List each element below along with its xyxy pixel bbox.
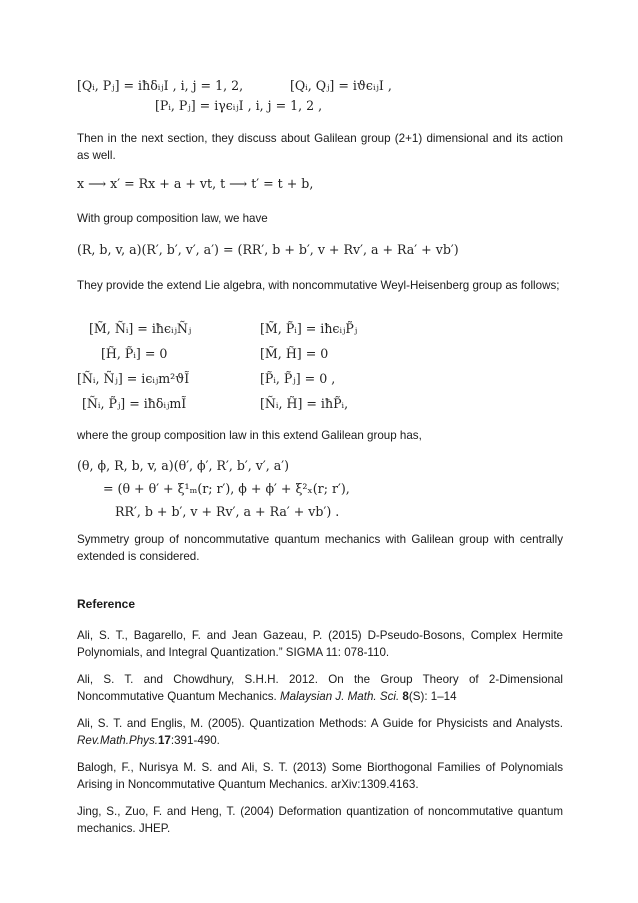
reference-text: Ali, S. T. and Chowdhury, S.H.H. 2012. On the Group Theory of 2-Dimensional Noncommutative Quantum Mechanics. xyxy=(77,673,563,703)
reference-journal: Rev.Math.Phys. xyxy=(77,734,158,747)
reference-item: Jing, S., Zuo, F. and Heng, T. (2004) Deformation quantization of noncommutative quantum mechanics. JHEP. xyxy=(77,805,563,835)
equation-line: [H̃, P̃ᵢ] = 0 xyxy=(101,346,168,361)
equation-lie-algebra xyxy=(77,321,377,417)
reference-heading: Reference xyxy=(77,597,136,611)
equation-line: = (θ + θ′ + ξ¹ₘ(r; r′), ϕ + ϕ′ + ξ²ₓ(r; r′), xyxy=(103,481,350,496)
equation-commutators xyxy=(77,78,407,116)
reference-volume: 17 xyxy=(157,734,171,747)
paragraph-lie-algebra: They provide the extend Lie algebra, with noncommutative Weyl-Heisenberg group as follows; xyxy=(77,279,560,292)
reference-journal: Malaysian J. Math. Sci. xyxy=(279,690,400,703)
reference-item xyxy=(77,715,563,749)
paragraph-symmetry-group: Symmetry group of noncommutative quantum mechanics with Galilean group with centrally extended is considered. xyxy=(77,533,563,563)
equation-line: [Qᵢ, Qⱼ] = iϑϵᵢⱼI , xyxy=(290,78,392,93)
equation-composition: (R, b, v, a)(R′, b′, v′, a′) = (RR′, b + b′, v + Rv′, a + Ra′ + vb′) xyxy=(77,242,459,257)
reference-volume: 8 xyxy=(399,690,409,703)
equation-galilean-action: x ⟶ x′ = Rx + a + vt, t ⟶ t′ = t + b, xyxy=(77,176,314,191)
reference-pages: :391-490. xyxy=(170,734,220,747)
equation-line: RR′, b + b′, v + Rv′, a + Ra′ + vb′) . xyxy=(115,504,340,519)
equation-line: [M̃, P̃ᵢ] = iħϵᵢⱼP̃ⱼ xyxy=(260,321,358,336)
reference-item: Balogh, F., Nurisya M. S. and Ali, S. T. (2013) Some Biorthogonal Families of Polynomials Arising in Noncommutative Quantum Mechanics. arXiv:1309.4163. xyxy=(77,761,563,791)
paragraph-composition-law: With group composition law, we have xyxy=(77,212,268,225)
equation-line: [P̃ᵢ, P̃ⱼ] = 0 , xyxy=(260,371,336,386)
equation-line: (θ, ϕ, R, b, v, a)(θ′, ϕ′, R′, b′, v′, a′) xyxy=(77,458,290,473)
equation-line: [Ñᵢ, P̃ⱼ] = iħδᵢⱼmĨ xyxy=(82,396,187,411)
reference-text: Ali, S. T. and Englis, M. (2005). Quantization Methods: A Guide for Physicists and Analysts. xyxy=(77,717,563,730)
equation-extended-composition xyxy=(77,458,417,524)
equation-line: [Qᵢ, Pⱼ] = iħδᵢⱼI , i, j = 1, 2, xyxy=(77,78,244,93)
equation-line: [Ñᵢ, Ñⱼ] = iϵᵢⱼm²ϑĨ xyxy=(77,371,190,386)
equation-line: [M̃, Ñᵢ] = iħϵᵢⱼÑⱼ xyxy=(89,321,192,336)
paragraph-galilean-group: Then in the next section, they discuss about Galilean group (2+1) dimensional and its action as well. xyxy=(77,132,563,162)
reference-item: Ali, S. T., Bagarello, F. and Jean Gazeau, P. (2015) D-Pseudo-Bosons, Complex Hermite Polynomials, and Integral Quantization.” SIGMA 11: 078-110. xyxy=(77,629,563,659)
reference-pages: (S): 1–14 xyxy=(408,690,457,703)
paragraph-extended-group: where the group composition law in this extend Galilean group has, xyxy=(77,429,422,442)
equation-line: [M̃, H̃] = 0 xyxy=(260,346,329,361)
equation-line: [Ñᵢ, H̃] = iħP̃ᵢ, xyxy=(260,396,349,411)
equation-line: [Pᵢ, Pⱼ] = iγϵᵢⱼI , i, j = 1, 2 , xyxy=(155,98,323,113)
reference-item xyxy=(77,671,563,705)
